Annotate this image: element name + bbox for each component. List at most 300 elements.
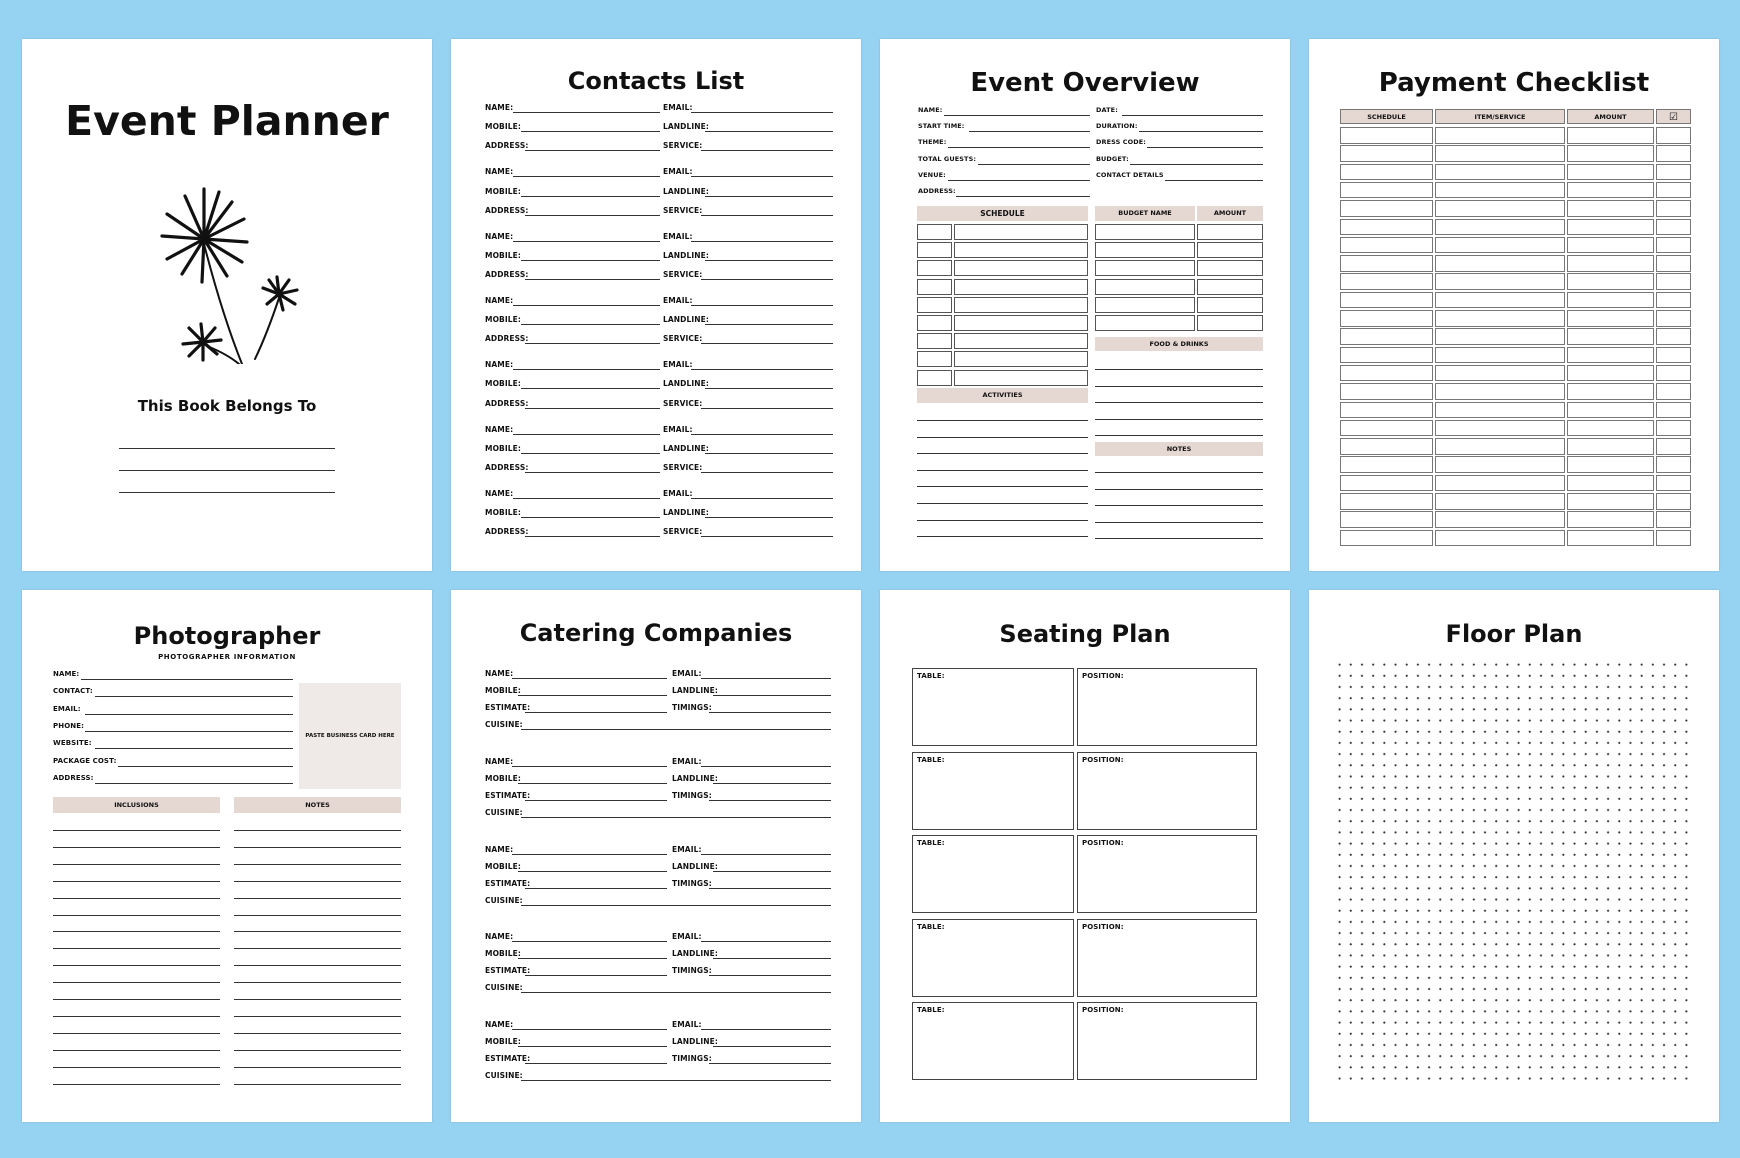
activities-line	[917, 486, 1088, 487]
payment-cell	[1567, 420, 1654, 437]
catering-field-label: LANDLINE:	[672, 686, 718, 695]
payment-cell	[1340, 292, 1433, 309]
catering-cuisine-label: CUISINE:	[485, 807, 523, 817]
payment-cell	[1340, 438, 1433, 455]
payment-cell	[1656, 219, 1691, 236]
payment-cell	[1656, 328, 1691, 345]
overview-field-line	[1147, 147, 1263, 148]
catering-field-label: ESTIMATE:	[485, 878, 531, 888]
payment-cell	[1656, 456, 1691, 473]
overview-field-line	[948, 180, 1090, 181]
schedule-event-cell	[954, 297, 1088, 313]
contact-field-label: MOBILE:	[485, 508, 521, 517]
contact-field-line	[525, 472, 660, 473]
payment-cell	[1340, 127, 1433, 144]
payment-cell	[1435, 273, 1565, 290]
photo-notes-line	[234, 898, 401, 899]
catering-cuisine-line	[521, 905, 831, 906]
payment-cell	[1435, 530, 1565, 547]
payment-cell	[1656, 347, 1691, 364]
photo-notes-line	[234, 847, 401, 848]
payment-cell	[1567, 237, 1654, 254]
position-label: POSITION:	[1082, 1006, 1124, 1014]
catering-field-label: NAME:	[485, 669, 514, 678]
contact-field-label: ADDRESS:	[485, 398, 529, 408]
payment-cell	[1435, 493, 1565, 510]
catering-field-line	[709, 888, 831, 889]
catering-field-line	[701, 854, 831, 855]
photo-notes-line	[234, 881, 401, 882]
payment-cell	[1340, 347, 1433, 364]
table-label: TABLE:	[917, 755, 945, 764]
catering-field-label: TIMINGS:	[672, 1054, 712, 1064]
contact-field-line	[691, 305, 833, 306]
contact-field-line	[525, 279, 660, 280]
payment-cell	[1656, 420, 1691, 437]
schedule-event-cell	[954, 333, 1088, 349]
contact-field-label: LANDLINE:	[663, 122, 709, 132]
overview-field-label: START TIME:	[918, 122, 965, 131]
inclusions-header: INCLUSIONS	[53, 797, 220, 813]
contact-field-line	[521, 453, 660, 454]
payment-header-schedule: SCHEDULE	[1340, 109, 1433, 124]
contact-field-label: ADDRESS:	[485, 527, 529, 537]
contact-field-line	[521, 131, 660, 132]
photo-notes-line	[234, 1050, 401, 1051]
table-label: TABLE:	[917, 839, 945, 847]
budget-amount-cell	[1197, 279, 1263, 295]
overview-field-line	[978, 164, 1090, 165]
contact-field-label: ADDRESS:	[485, 334, 529, 344]
food-drinks-line	[1095, 435, 1263, 436]
payment-cell	[1656, 237, 1691, 254]
position-label: POSITION:	[1082, 839, 1124, 847]
inclusions-line	[53, 881, 220, 882]
contact-field-label: EMAIL:	[663, 360, 693, 370]
contact-field-label: NAME:	[485, 360, 514, 370]
catering-field-line	[701, 1029, 831, 1030]
notes-header: NOTES	[1095, 442, 1263, 456]
catering-cuisine-line	[521, 992, 831, 993]
contact-field-line	[691, 241, 833, 242]
catering-field-label: EMAIL:	[672, 844, 702, 854]
payment-cell	[1567, 493, 1654, 510]
photo-notes-line	[234, 1084, 401, 1085]
catering-field-line	[701, 678, 831, 679]
payment-cell	[1340, 255, 1433, 272]
payment-cell	[1567, 328, 1654, 345]
contact-field-line	[521, 260, 660, 261]
payment-cell	[1435, 182, 1565, 199]
catering-field-label: EMAIL:	[672, 669, 702, 678]
catering-field-line	[525, 888, 667, 889]
schedule-event-cell	[954, 279, 1088, 295]
payment-cell	[1567, 438, 1654, 455]
overview-field-label: DURATION:	[1096, 122, 1138, 131]
catering-field-line	[512, 941, 667, 942]
catering-field-line	[518, 783, 667, 784]
contact-field-line	[701, 536, 833, 537]
catering-title: Catering Companies	[519, 619, 793, 647]
overview-field-line	[1122, 115, 1264, 116]
payment-cell	[1340, 530, 1433, 547]
catering-cuisine-label: CUISINE:	[485, 720, 523, 729]
contact-field-label: NAME:	[485, 231, 514, 241]
photo-notes-line	[234, 931, 401, 932]
payment-cell	[1435, 310, 1565, 327]
catering-field-label: ESTIMATE:	[485, 1054, 531, 1064]
overview-field-label: NAME:	[918, 106, 943, 114]
business-card-area: PASTE BUSINESS CARD HERE	[299, 683, 401, 789]
inclusions-line	[53, 864, 220, 865]
photo-notes-line	[234, 830, 401, 831]
overview-field-label: BUDGET:	[1096, 154, 1129, 163]
payment-cell	[1656, 493, 1691, 510]
contact-field-line	[705, 196, 833, 197]
inclusions-line	[53, 948, 220, 949]
photographer-field-line	[95, 696, 293, 697]
payment-cell	[1656, 475, 1691, 492]
contact-field-label: ADDRESS:	[485, 141, 529, 151]
overview-field-line	[1130, 164, 1263, 165]
overview-field-line	[956, 196, 1090, 197]
contact-field-label: SERVICE:	[663, 334, 703, 344]
contact-field-line	[705, 517, 833, 518]
inclusions-line	[53, 982, 220, 983]
overview-field-label: TOTAL GUESTS:	[918, 154, 977, 163]
owner-line	[119, 470, 335, 471]
budget-amount-cell	[1197, 315, 1263, 331]
contact-field-label: MOBILE:	[485, 186, 521, 196]
contact-field-line	[705, 131, 833, 132]
payment-cell	[1656, 200, 1691, 217]
payment-cell	[1435, 438, 1565, 455]
payment-title: Payment Checklist	[1378, 68, 1650, 98]
inclusions-line	[53, 1033, 220, 1034]
payment-cell	[1340, 402, 1433, 419]
contact-field-label: ADDRESS:	[485, 270, 529, 279]
schedule-event-cell	[954, 315, 1088, 331]
contact-field-line	[525, 215, 660, 216]
owner-line	[119, 492, 335, 493]
floor-plan-page	[1309, 590, 1719, 1122]
table-label: TABLE:	[917, 672, 945, 680]
payment-cell	[1340, 273, 1433, 290]
contact-field-label: EMAIL:	[663, 488, 693, 498]
catering-field-line	[512, 854, 667, 855]
overview-field-label: ADDRESS:	[918, 187, 956, 195]
photographer-field-label: PHONE:	[53, 721, 84, 730]
contact-field-label: ADDRESS:	[485, 462, 529, 472]
overview-field-line	[1139, 131, 1263, 132]
catering-field-label: TIMINGS:	[672, 966, 712, 976]
photographer-field-label: EMAIL:	[53, 704, 81, 713]
catering-field-label: NAME:	[485, 844, 514, 854]
payment-cell	[1435, 365, 1565, 382]
catering-field-label: ESTIMATE:	[485, 790, 531, 800]
contact-field-line	[701, 215, 833, 216]
contact-field-line	[691, 176, 833, 177]
payment-cell	[1656, 365, 1691, 382]
contact-field-label: SERVICE:	[663, 205, 703, 215]
schedule-time-cell	[917, 279, 952, 295]
payment-cell	[1656, 530, 1691, 547]
payment-cell	[1435, 347, 1565, 364]
contact-field-line	[513, 112, 660, 113]
inclusions-line	[53, 1016, 220, 1017]
payment-cell	[1567, 292, 1654, 309]
contact-field-label: LANDLINE:	[663, 250, 709, 260]
inclusions-line	[53, 898, 220, 899]
payment-cell	[1656, 438, 1691, 455]
budget-name-cell	[1095, 242, 1195, 258]
contact-field-line	[691, 498, 833, 499]
payment-cell	[1567, 182, 1654, 199]
catering-field-line	[525, 975, 667, 976]
catering-field-label: ESTIMATE:	[485, 703, 531, 712]
inclusions-line	[53, 1067, 220, 1068]
contact-field-label: SERVICE:	[663, 527, 703, 537]
catering-field-line	[713, 695, 831, 696]
catering-field-line	[713, 958, 831, 959]
catering-field-label: MOBILE:	[485, 686, 521, 695]
contact-field-line	[691, 112, 833, 113]
belongs-to-label: This Book Belongs To	[137, 397, 317, 415]
payment-cell	[1340, 200, 1433, 217]
contact-field-label: NAME:	[485, 488, 514, 498]
catering-field-label: ESTIMATE:	[485, 966, 531, 976]
photographer-field-label: CONTACT:	[53, 687, 93, 696]
contact-field-line	[525, 536, 660, 537]
catering-field-label: NAME:	[485, 932, 514, 942]
payment-cell	[1340, 420, 1433, 437]
budget-name-cell	[1095, 297, 1195, 313]
notes-line	[1095, 472, 1263, 473]
contact-field-label: EMAIL:	[663, 167, 693, 177]
inclusions-line	[53, 999, 220, 1000]
overview-field-label: DRESS CODE:	[1096, 138, 1147, 147]
catering-field-line	[713, 783, 831, 784]
schedule-event-cell	[954, 224, 1088, 240]
inclusions-line	[53, 847, 220, 848]
payment-cell	[1435, 328, 1565, 345]
payment-cell	[1656, 511, 1691, 528]
catering-field-line	[518, 871, 667, 872]
payment-cell	[1435, 475, 1565, 492]
payment-cell	[1435, 237, 1565, 254]
contact-field-line	[705, 260, 833, 261]
catering-field-line	[518, 1046, 667, 1047]
contact-field-label: EMAIL:	[663, 295, 693, 305]
catering-field-line	[709, 800, 831, 801]
overview-field-line	[1165, 180, 1264, 181]
inclusions-line	[53, 1050, 220, 1051]
catering-field-line	[701, 766, 831, 767]
payment-cell	[1567, 456, 1654, 473]
payment-cell	[1567, 383, 1654, 400]
payment-cell	[1340, 310, 1433, 327]
contact-field-label: EMAIL:	[663, 103, 693, 112]
catering-field-line	[512, 678, 667, 679]
contact-field-line	[701, 343, 833, 344]
payment-cell	[1435, 456, 1565, 473]
catering-cuisine-label: CUISINE:	[485, 1071, 523, 1081]
catering-field-label: EMAIL:	[672, 1020, 702, 1030]
notes-line	[1095, 505, 1263, 506]
budget-amount-cell	[1197, 224, 1263, 240]
budget-name-cell	[1095, 279, 1195, 295]
payment-header-item: ITEM/SERVICE	[1435, 109, 1565, 124]
seating-title: Seating Plan	[999, 620, 1171, 648]
payment-cell	[1567, 219, 1654, 236]
payment-cell	[1435, 383, 1565, 400]
catering-field-line	[709, 1063, 831, 1064]
contact-field-label: LANDLINE:	[663, 379, 709, 389]
contact-field-line	[705, 388, 833, 389]
schedule-header: SCHEDULE	[917, 206, 1088, 221]
payment-cell	[1435, 255, 1565, 272]
payment-cell	[1567, 200, 1654, 217]
payment-cell	[1656, 145, 1691, 162]
photo-notes-line	[234, 915, 401, 916]
contact-field-line	[521, 324, 660, 325]
payment-cell	[1435, 402, 1565, 419]
budget-amount-cell	[1197, 297, 1263, 313]
contact-field-line	[513, 434, 660, 435]
overview-field-line	[948, 147, 1090, 148]
overview-field-line	[944, 115, 1091, 116]
catering-field-label: LANDLINE:	[672, 949, 718, 959]
payment-cell	[1435, 200, 1565, 217]
activities-line	[917, 503, 1088, 504]
payment-cell	[1567, 530, 1654, 547]
payment-cell	[1567, 145, 1654, 162]
catering-field-line	[512, 766, 667, 767]
contact-field-line	[513, 498, 660, 499]
payment-cell	[1567, 365, 1654, 382]
payment-cell	[1567, 511, 1654, 528]
overview-field-label: CONTACT DETAILS	[1096, 170, 1164, 179]
catering-cuisine-line	[521, 1080, 831, 1081]
contact-field-line	[525, 343, 660, 344]
catering-field-line	[512, 1029, 667, 1030]
overview-field-line	[969, 131, 1090, 132]
catering-field-line	[525, 712, 667, 713]
contact-field-label: MOBILE:	[485, 443, 521, 453]
catering-field-label: TIMINGS:	[672, 878, 712, 888]
payment-cell	[1567, 255, 1654, 272]
payment-cell	[1656, 182, 1691, 199]
photographer-field-label: PACKAGE COST:	[53, 756, 117, 765]
inclusions-line	[53, 965, 220, 966]
contact-field-line	[521, 196, 660, 197]
catering-field-line	[701, 941, 831, 942]
catering-field-label: TIMINGS:	[672, 703, 712, 712]
payment-cell	[1340, 145, 1433, 162]
activities-header: ACTIVITIES	[917, 388, 1088, 403]
schedule-time-cell	[917, 370, 952, 386]
cover-page	[22, 39, 432, 571]
contact-field-label: NAME:	[485, 167, 514, 177]
catering-cuisine-label: CUISINE:	[485, 895, 523, 905]
payment-cell	[1656, 273, 1691, 290]
contact-field-label: SERVICE:	[663, 270, 703, 279]
payment-cell	[1656, 383, 1691, 400]
photo-notes-line	[234, 948, 401, 949]
inclusions-line	[53, 915, 220, 916]
catering-page	[451, 590, 861, 1122]
owner-line	[119, 448, 335, 449]
catering-field-label: MOBILE:	[485, 861, 521, 871]
catering-field-label: MOBILE:	[485, 949, 521, 959]
contact-field-label: MOBILE:	[485, 250, 521, 260]
budget-name-header: BUDGET NAME	[1095, 206, 1195, 221]
seating-page	[880, 590, 1290, 1122]
position-label: POSITION:	[1082, 922, 1124, 931]
catering-field-line	[525, 1063, 667, 1064]
photographer-field-line	[95, 748, 293, 749]
photographer-field-line	[95, 783, 293, 784]
catering-field-label: LANDLINE:	[672, 861, 718, 871]
payment-cell	[1567, 310, 1654, 327]
payment-cell	[1435, 164, 1565, 181]
contact-field-label: SERVICE:	[663, 141, 703, 151]
budget-name-cell	[1095, 315, 1195, 331]
budget-name-cell	[1095, 224, 1195, 240]
catering-cuisine-line	[521, 729, 831, 730]
contact-field-label: ADDRESS:	[485, 205, 529, 215]
activities-line	[917, 536, 1088, 537]
contact-field-label: SERVICE:	[663, 398, 703, 408]
contact-field-label: MOBILE:	[485, 315, 521, 325]
fireworks-icon	[147, 174, 307, 364]
activities-line	[917, 437, 1088, 438]
payment-cell	[1656, 402, 1691, 419]
photo-notes-header: NOTES	[234, 797, 401, 813]
payment-cell	[1567, 127, 1654, 144]
payment-header-amount: AMOUNT	[1567, 109, 1654, 124]
payment-cell	[1340, 365, 1433, 382]
catering-field-label: TIMINGS:	[672, 790, 712, 800]
payment-cell	[1435, 511, 1565, 528]
schedule-time-cell	[917, 242, 952, 258]
photo-notes-line	[234, 1067, 401, 1068]
contact-field-line	[513, 241, 660, 242]
budget-name-cell	[1095, 260, 1195, 276]
contact-field-label: EMAIL:	[663, 424, 693, 434]
payment-cell	[1656, 310, 1691, 327]
catering-field-line	[709, 975, 831, 976]
dot-grid	[1334, 659, 1694, 1081]
contact-field-label: LANDLINE:	[663, 443, 709, 453]
contact-field-label: NAME:	[485, 424, 514, 434]
payment-cell	[1656, 127, 1691, 144]
contact-field-line	[691, 369, 833, 370]
payment-cell	[1340, 456, 1433, 473]
checkbox-icon: ☑	[1656, 109, 1691, 124]
payment-cell	[1340, 383, 1433, 400]
payment-cell	[1435, 420, 1565, 437]
contact-field-label: NAME:	[485, 295, 514, 305]
contact-field-line	[525, 150, 660, 151]
contact-field-line	[701, 408, 833, 409]
contact-field-label: LANDLINE:	[663, 315, 709, 325]
payment-cell	[1435, 127, 1565, 144]
catering-field-label: EMAIL:	[672, 756, 702, 766]
catering-field-label: LANDLINE:	[672, 773, 718, 783]
photographer-page	[22, 590, 432, 1122]
food-drinks-header: FOOD & DRINKS	[1095, 337, 1263, 351]
